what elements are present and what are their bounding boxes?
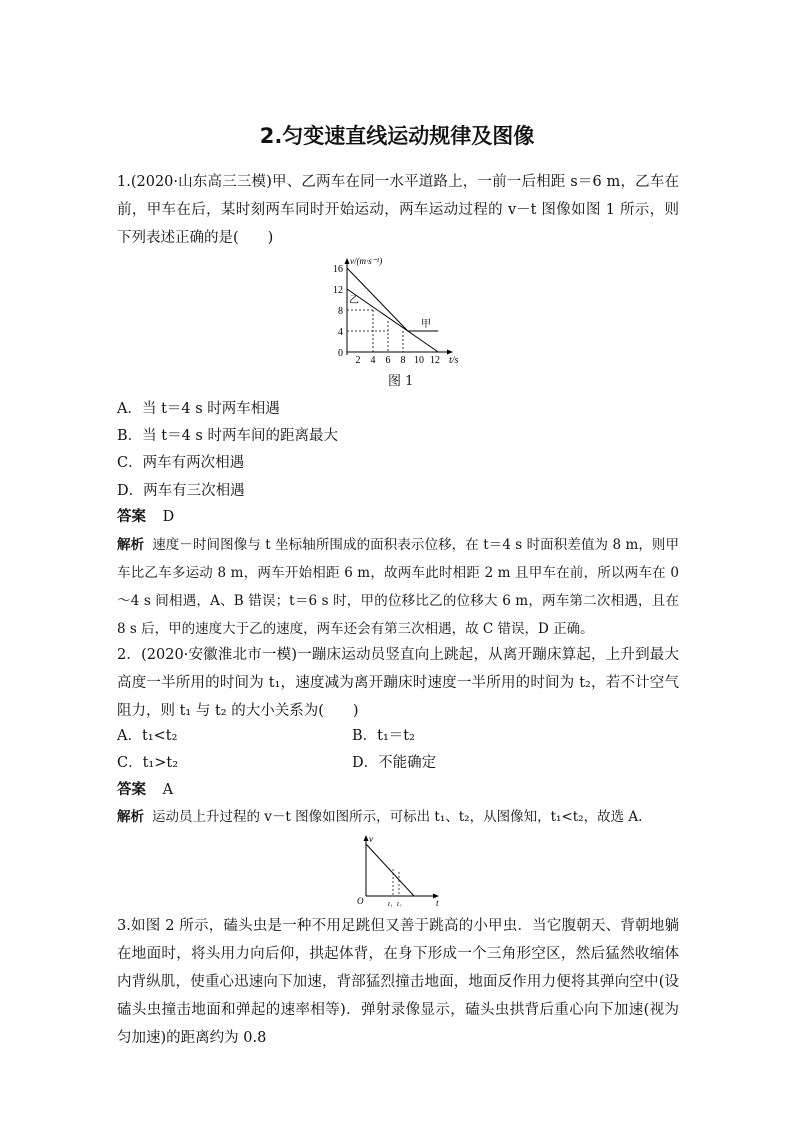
q2-answer-line <box>117 776 173 804</box>
q1-answer-label: 答案 <box>117 509 146 525</box>
q2-analysis-label: 解析 <box>117 809 144 825</box>
q2-option-d: D．不能确定 <box>352 755 437 771</box>
fig2-series-line <box>366 844 414 896</box>
page-title: 2.匀变速直线运动规律及图像 <box>259 124 535 148</box>
q2-analysis-text: 运动员上升过程的 v－t 图像如图所示，可标出 t₁、t₂，从图像知，t₁<t₂，故选 A. <box>152 809 643 825</box>
fig1-xaxis-label: t/s <box>449 355 459 365</box>
fig1-xtick-2: 2 <box>355 355 361 365</box>
fig1-label-yi: 乙 <box>349 295 359 306</box>
q2-answer: A <box>162 782 174 798</box>
fig1-ytick-12: 12 <box>333 285 343 296</box>
q2-option-a: A．t₁<t₂ <box>117 728 178 744</box>
q1-answer: D <box>162 509 175 525</box>
fig1-xtick-12: 12 <box>430 355 440 365</box>
question-3-stem: 3.如图 2 所示，磕头虫是一种不用足跳但又善于跳高的小甲虫．当它腹朝天、背朝地躺在地面时，将头用力向后仰，拱起体背，在身下形成一个三角形空区，然后猛然收缩体内背纵肌，使重心迅速向下加速，背部猛烈撞击地面，地面反作用力便将其弹向空中(设磕头虫撞击地面和弹起的速率相等)．弹射录像显示，磕头虫拱背后重心向下加速(视为匀加速)的距离约为 0.8 <box>117 918 679 1046</box>
q2-option-c: C．t₁>t₂ <box>117 755 179 771</box>
fig2-origin-label: O <box>357 896 364 906</box>
fig1-xtick-4: 4 <box>370 355 376 365</box>
figure-1-vt-graph <box>325 255 465 365</box>
fig2-t2-label: t₂ <box>397 900 402 907</box>
q2-answer-label: 答案 <box>117 782 146 798</box>
figure-2-vt-graph <box>352 832 452 907</box>
question-2-stem: 2．(2020·安徽淮北市一模)一蹦床运动员竖直向上跳起，从离开蹦床算起，上升到最大高度一半所用的时间为 t₁，速度减为离开蹦床时速度一半所用的时间为 t₂，若不计空气阻力，则 t₁ 与 t₂ 的大小关系为( ) <box>117 647 679 719</box>
fig2-series-group <box>366 844 414 896</box>
question-1-stem: 1.(2020·山东高三三模)甲、乙两车在同一水平道路上，一前一后相距 s＝6 m，乙车在前，甲车在后，某时刻两车同时开始运动，两车运动过程的 v－t 图像如图 1 所示，则下列表述正确的是( ) <box>117 174 679 246</box>
fig1-ytick-16: 16 <box>333 264 343 275</box>
q1-option-b: B．当 t＝4 s 时两车间的距离最大 <box>117 428 338 444</box>
q1-analysis-label: 解析 <box>117 537 145 553</box>
q1-answer-line <box>117 503 174 531</box>
q1-option-c: C．两车有两次相遇 <box>117 455 245 471</box>
figure-1-caption: 图 1 <box>388 374 414 389</box>
fig1-ytick-4: 4 <box>338 327 343 338</box>
fig2-yaxis-label: v <box>369 834 373 844</box>
fig2-y-arrow <box>364 835 369 841</box>
fig1-y-arrow <box>345 258 350 264</box>
q1-option-d: D．两车有三次相遇 <box>117 483 245 499</box>
fig1-ytick-0: 0 <box>338 348 343 359</box>
fig1-xtick-8: 8 <box>400 355 406 365</box>
q1-analysis-text: 速度－时间图像与 t 坐标轴所围成的面积表示位移，在 t＝4 s 时面积差值为 8 m，则甲车比乙车多运动 8 m，两车开始相距 6 m，故两车此时相距 2 m 且甲车在前，所以两车在 0～4 s 间相遇，A、B 错误；t＝6 s 时，甲的位移比乙的位移大 6 m，两车第二次相遇，且在 8 s 后，甲的速度大于乙的速度，两车还会有第三次相遇，故 C 错误，D 正确。 <box>117 537 680 637</box>
q1-analysis <box>117 531 679 643</box>
fig1-x-arrow <box>447 350 453 355</box>
fig1-ytick-8: 8 <box>338 306 343 317</box>
q1-option-a: A．当 t＝4 s 时两车相遇 <box>117 401 280 417</box>
fig2-xaxis-label: t <box>436 898 439 907</box>
q2-option-b: B．t₁＝t₂ <box>352 728 415 744</box>
fig2-t1-label: t₁ <box>388 900 393 907</box>
fig1-yaxis-label: v/(m·s⁻¹) <box>350 256 383 266</box>
fig1-xtick-10: 10 <box>414 355 424 365</box>
q2-analysis <box>117 803 679 831</box>
fig1-xtick-6: 6 <box>385 355 391 365</box>
fig1-label-jia: 甲 <box>421 319 431 330</box>
